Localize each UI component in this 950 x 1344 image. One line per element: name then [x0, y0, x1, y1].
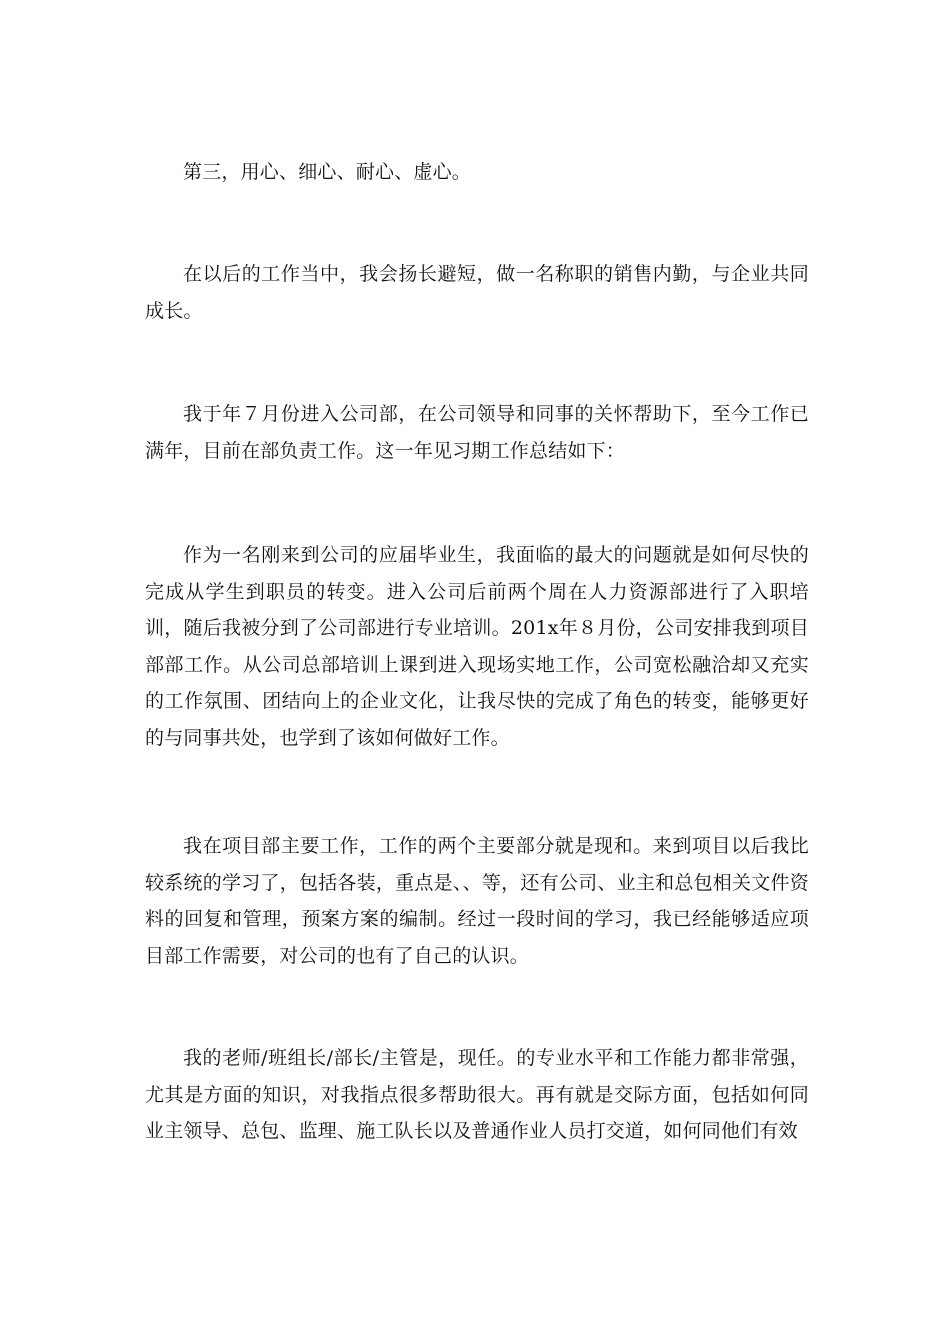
- paragraph-training: 作为一名刚来到公司的应届毕业生，我面临的最大的问题就是如何尽快的完成从学生到职员的转变。进入公司后前两个周在人力资源部进行了入职培训，随后我被分到了公司部进行专业培训。201x年８月份，公司安排我到项目部部工作。从公司总部培训上课到进入现场实地工作，公司宽松融洽却又充实的工作氛围、团结向上的企业文化，让我尽快的完成了角色的转变，能够更好的与同事共处，也学到了该如何做好工作。: [145, 544, 809, 749]
- paragraph-mentor: 我的老师/班组长/部长/主管是，现任。的专业水平和工作能力都非常强，尤其是方面的知识，对我指点很多帮助很大。再有就是交际方面，包括如何同业主领导、总包、监理、施工队长以及普通作业人员打交道，如何同他们有效: [145, 1047, 809, 1142]
- paragraph-future-work: 在以后的工作当中，我会扬长避短，做一名称职的销售内勤，与企业共同成长。: [145, 263, 809, 322]
- paragraph-third-point: 第三，用心、细心、耐心、虚心。: [183, 161, 472, 183]
- paragraph-intro: 我于年７月份进入公司部，在公司领导和同事的关怀帮助下，至今工作已满年，目前在部负责工作。这一年见习期工作总结如下：: [145, 403, 809, 462]
- paragraph-project-work: 我在项目部主要工作，工作的两个主要部分就是现和。来到项目以后我比较系统的学习了，包括各装，重点是、、等，还有公司、业主和总包相关文件资料的回复和管理，预案方案的编制。经过一段时间的学习，我已经能够适应项目部工作需要，对公司的也有了自己的认识。: [145, 835, 809, 967]
